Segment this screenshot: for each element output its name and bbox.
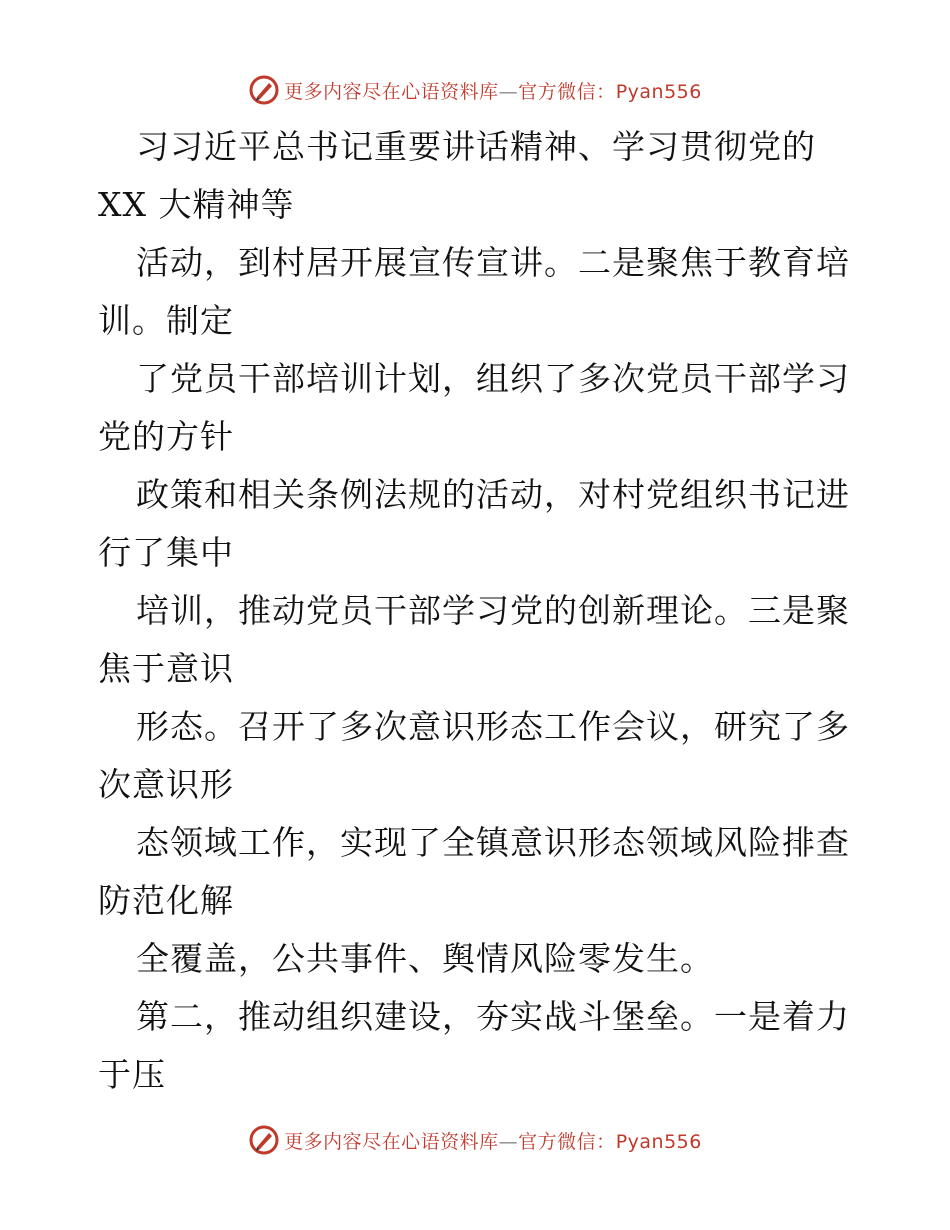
- watermark-site: 更多内容尽在心语资料库: [284, 80, 499, 103]
- text-line: 焦于意识: [98, 649, 234, 688]
- document-body: [98, 118, 858, 1104]
- watermark-text: [284, 77, 702, 104]
- text-line: 党的方针: [98, 417, 234, 456]
- text-line: 形态。召开了多次意识形态工作会议，研究了多: [136, 707, 850, 746]
- watermark-dash: —: [498, 80, 519, 103]
- watermark-dash: —: [498, 1130, 519, 1153]
- text-line: 防范化解: [98, 881, 234, 920]
- text-line: 训。制定: [98, 301, 234, 340]
- watermark-wechat-label: 官方微信：: [518, 1130, 616, 1153]
- text-line: XX 大精神等: [98, 185, 295, 224]
- pen-logo-icon: [248, 74, 280, 106]
- watermark-wechat-id: Pyan556: [615, 80, 702, 103]
- watermark-site: 更多内容尽在心语资料库: [284, 1130, 499, 1153]
- watermark-wechat-label: 官方微信：: [518, 80, 616, 103]
- text-line: 了党员干部培训计划，组织了多次党员干部学习: [136, 359, 850, 398]
- watermark-text: [284, 1127, 702, 1154]
- pen-logo-icon: [248, 1124, 280, 1156]
- text-line: 培训，推动党员干部学习党的创新理论。三是聚: [136, 591, 850, 630]
- text-line: 习习近平总书记重要讲话精神、学习贯彻党的: [136, 127, 816, 166]
- watermark-wechat-id: Pyan556: [615, 1130, 702, 1153]
- text-line: 第二，推动组织建设，夯实战斗堡垒。一是着力: [136, 997, 850, 1036]
- text-line: 于压: [98, 1055, 166, 1094]
- text-line: 活动，到村居开展宣传宣讲。二是聚焦于教育培: [136, 243, 850, 282]
- text-line: 态领域工作，实现了全镇意识形态领域风险排查: [136, 823, 850, 862]
- text-line: 政策和相关条例法规的活动，对村党组织书记进: [136, 475, 850, 514]
- text-line: 次意识形: [98, 765, 234, 804]
- footer-watermark: [0, 1120, 950, 1160]
- text-line: 全覆盖，公共事件、舆情风险零发生。: [136, 939, 714, 978]
- text-line: 行了集中: [98, 533, 234, 572]
- header-watermark: [0, 70, 950, 110]
